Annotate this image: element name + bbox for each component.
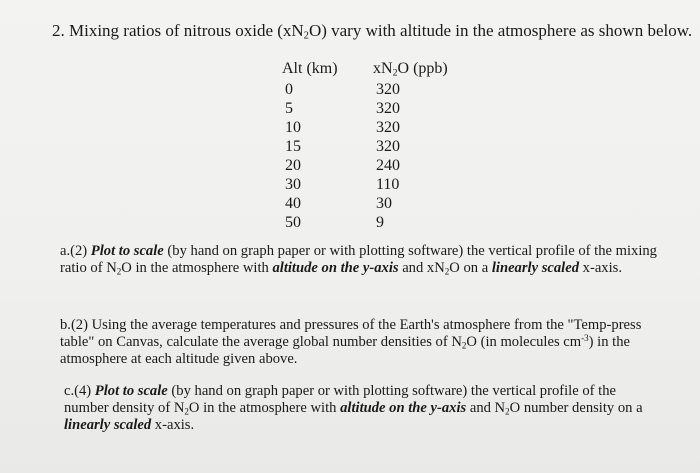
- mixing-ratio-value: 110: [376, 176, 400, 193]
- mixing-ratio-value: 320: [376, 119, 400, 136]
- mixing-ratio-column: [373, 58, 448, 232]
- altitude-value: 0: [285, 81, 293, 98]
- mixing-ratio-value: 240: [376, 157, 400, 174]
- mixing-ratio-value: 320: [376, 81, 400, 98]
- part-c-text: c.(4) Plot to scale (by hand on graph paper or with plotting software) the vertical profile of the number density of $N_2O$ in the atmosphere with altitude on the y-axis and $N_2O$ number density on a linearly scaled x-axis.: [64, 383, 643, 433]
- altitude-value: 5: [285, 100, 293, 117]
- part-a-text: a.(2) Plot to scale (by hand on graph paper or with plotting software) the vertical profile of the mixing ratio of $N_2O$ in the atmosphere with altitude on the y-axis and $xN_2O$ on a linearly scaled x-axis.: [60, 243, 657, 277]
- question-number: 2.: [52, 21, 65, 40]
- altitude-value: 20: [285, 157, 301, 174]
- altitude-value: 30: [285, 176, 301, 193]
- question-title: 2. Mixing ratios of nitrous oxide $(xN_2O)$ vary with altitude in the atmosphere as shown below.: [52, 21, 693, 42]
- part-b-text: b.(2) Using the average temperatures and pressures of the Earth's atmosphere from the "Temp-press table" on Canvas, calculate the average global number densities of $N_2O$ (in molecules $cm^{-3}$) in the atmosphere at each altitude given above.: [60, 317, 642, 367]
- mixing-ratio-header: $xN_2O$ (ppb): [373, 60, 448, 79]
- altitude-header: Alt (km): [282, 60, 338, 77]
- mixing-ratio-value: 320: [376, 100, 400, 117]
- altitude-value: 15: [285, 138, 301, 155]
- altitude-value: 10: [285, 119, 301, 136]
- mixing-ratio-value: 30: [376, 195, 392, 212]
- altitude-column: [282, 58, 338, 232]
- mixing-ratio-value: 320: [376, 138, 400, 155]
- mixing-ratio-value: 9: [376, 214, 384, 231]
- altitude-value: 40: [285, 195, 301, 212]
- altitude-value: 50: [285, 214, 301, 231]
